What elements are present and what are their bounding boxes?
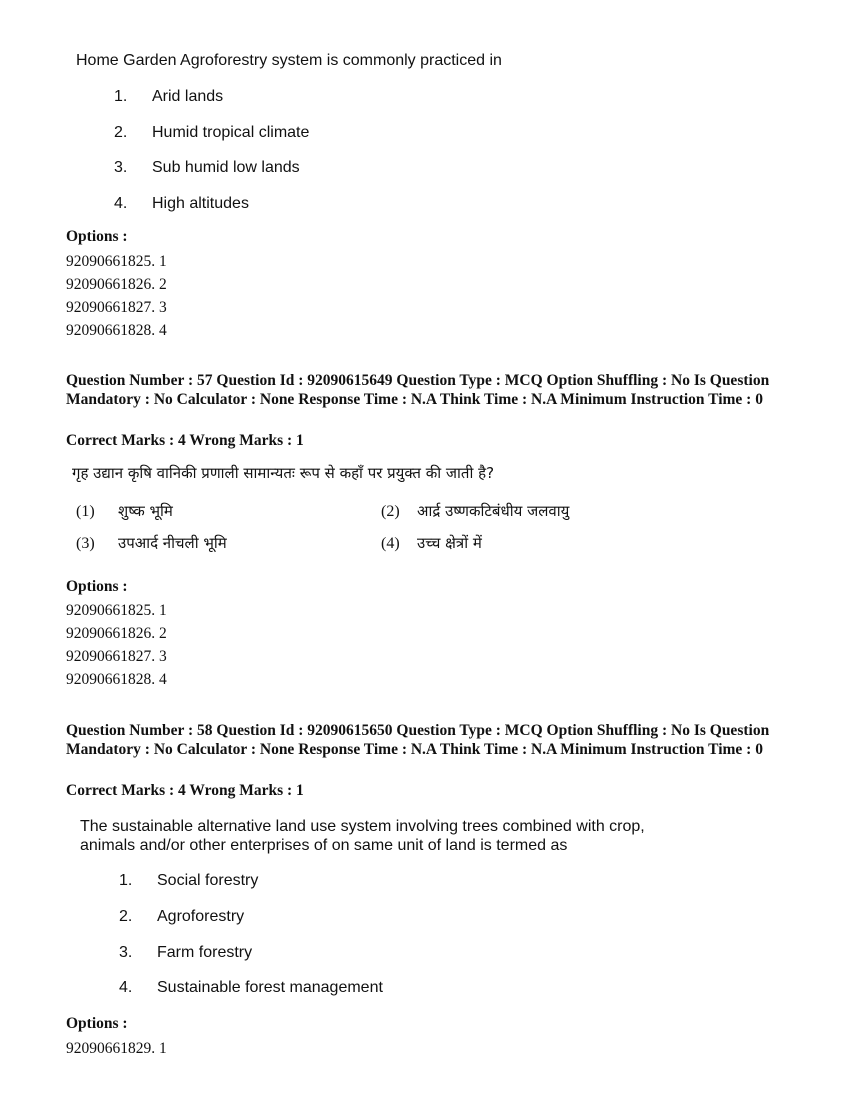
answer-choice: [381, 533, 482, 553]
options-label: Options :: [66, 1015, 128, 1032]
answer-choice: [119, 908, 244, 926]
marks-info: Correct Marks : 4 Wrong Marks : 1: [66, 432, 304, 449]
choice-text: Humid tropical climate: [152, 124, 310, 141]
options-label: Options :: [66, 228, 128, 245]
answer-choice: [114, 124, 309, 142]
answer-choice: [114, 88, 223, 106]
option-id: 92090661825. 1: [66, 602, 167, 619]
choice-number: 4.: [114, 195, 128, 212]
choice-number: (4): [381, 535, 400, 552]
choice-text: आर्द्र उष्णकटिबंधीय जलवायु: [417, 502, 570, 520]
option-id-list: [66, 250, 167, 342]
answer-choice: [381, 501, 569, 521]
option-id-list: [66, 1037, 167, 1060]
choice-number: 2.: [114, 124, 128, 141]
answer-choice: [76, 501, 173, 521]
choice-number: (1): [76, 503, 95, 520]
choice-text: उच्च क्षेत्रों में: [417, 534, 482, 552]
answer-choice: [119, 979, 383, 997]
question-metadata: Question Number : 58 Question Id : 92090615650 Question Type : MCQ Option Shuffling : No Is Question Mandatory : No Calculator : None Response Time : N.A Think Time : N.A Minimum Instruction Time : 0: [66, 722, 770, 758]
choice-text: Farm forestry: [157, 944, 253, 961]
choice-text: High altitudes: [152, 195, 249, 212]
choice-number: 3.: [114, 159, 128, 176]
options-label: Options :: [66, 578, 128, 595]
option-id: 92090661828. 4: [66, 322, 167, 339]
marks-info: Correct Marks : 4 Wrong Marks : 1: [66, 782, 304, 799]
answer-choice: [114, 159, 300, 177]
choice-number: 1.: [114, 88, 128, 105]
option-id: 92090661826. 2: [66, 276, 167, 293]
choice-text: शुष्क भूमि: [118, 502, 173, 520]
question-metadata: Question Number : 57 Question Id : 92090615649 Question Type : MCQ Option Shuffling : No Is Question Mandatory : No Calculator : None Response Time : N.A Think Time : N.A Minimum Instruction Time : 0: [66, 372, 770, 408]
choice-number: 3.: [119, 944, 133, 961]
option-id: 92090661827. 3: [66, 299, 167, 316]
answer-choice: [119, 944, 252, 962]
option-id: 92090661825. 1: [66, 253, 167, 270]
question-text: Home Garden Agroforestry system is commonly practiced in: [76, 52, 502, 69]
question-text-hindi: गृह उद्यान कृषि वानिकी प्रणाली सामान्यतः रूप से कहाँ पर प्रयुक्त की जाती है?: [72, 464, 495, 482]
answer-choice: [76, 533, 227, 553]
question-text-line2: animals and/or other enterprises of on same unit of land is termed as: [80, 837, 568, 854]
choice-text: Sustainable forest management: [157, 979, 383, 996]
choice-number: (3): [76, 535, 95, 552]
answer-choice: [119, 872, 258, 890]
choice-text: Arid lands: [152, 88, 224, 105]
choice-number: 4.: [119, 979, 133, 996]
option-id: 92090661827. 3: [66, 648, 167, 665]
choice-number: 1.: [119, 872, 133, 889]
question-text-line1: The sustainable alternative land use system involving trees combined with crop,: [80, 818, 645, 835]
choice-text: Agroforestry: [157, 908, 245, 925]
option-id-list: [66, 599, 167, 691]
choice-text: Social forestry: [157, 872, 259, 889]
option-id: 92090661828. 4: [66, 671, 167, 688]
answer-choice: [114, 195, 249, 213]
choice-number: (2): [381, 503, 400, 520]
option-id: 92090661829. 1: [66, 1040, 167, 1057]
choice-text: उपआर्द नीचली भूमि: [118, 534, 227, 552]
option-id: 92090661826. 2: [66, 625, 167, 642]
choice-text: Sub humid low lands: [152, 159, 300, 176]
choice-number: 2.: [119, 908, 133, 925]
